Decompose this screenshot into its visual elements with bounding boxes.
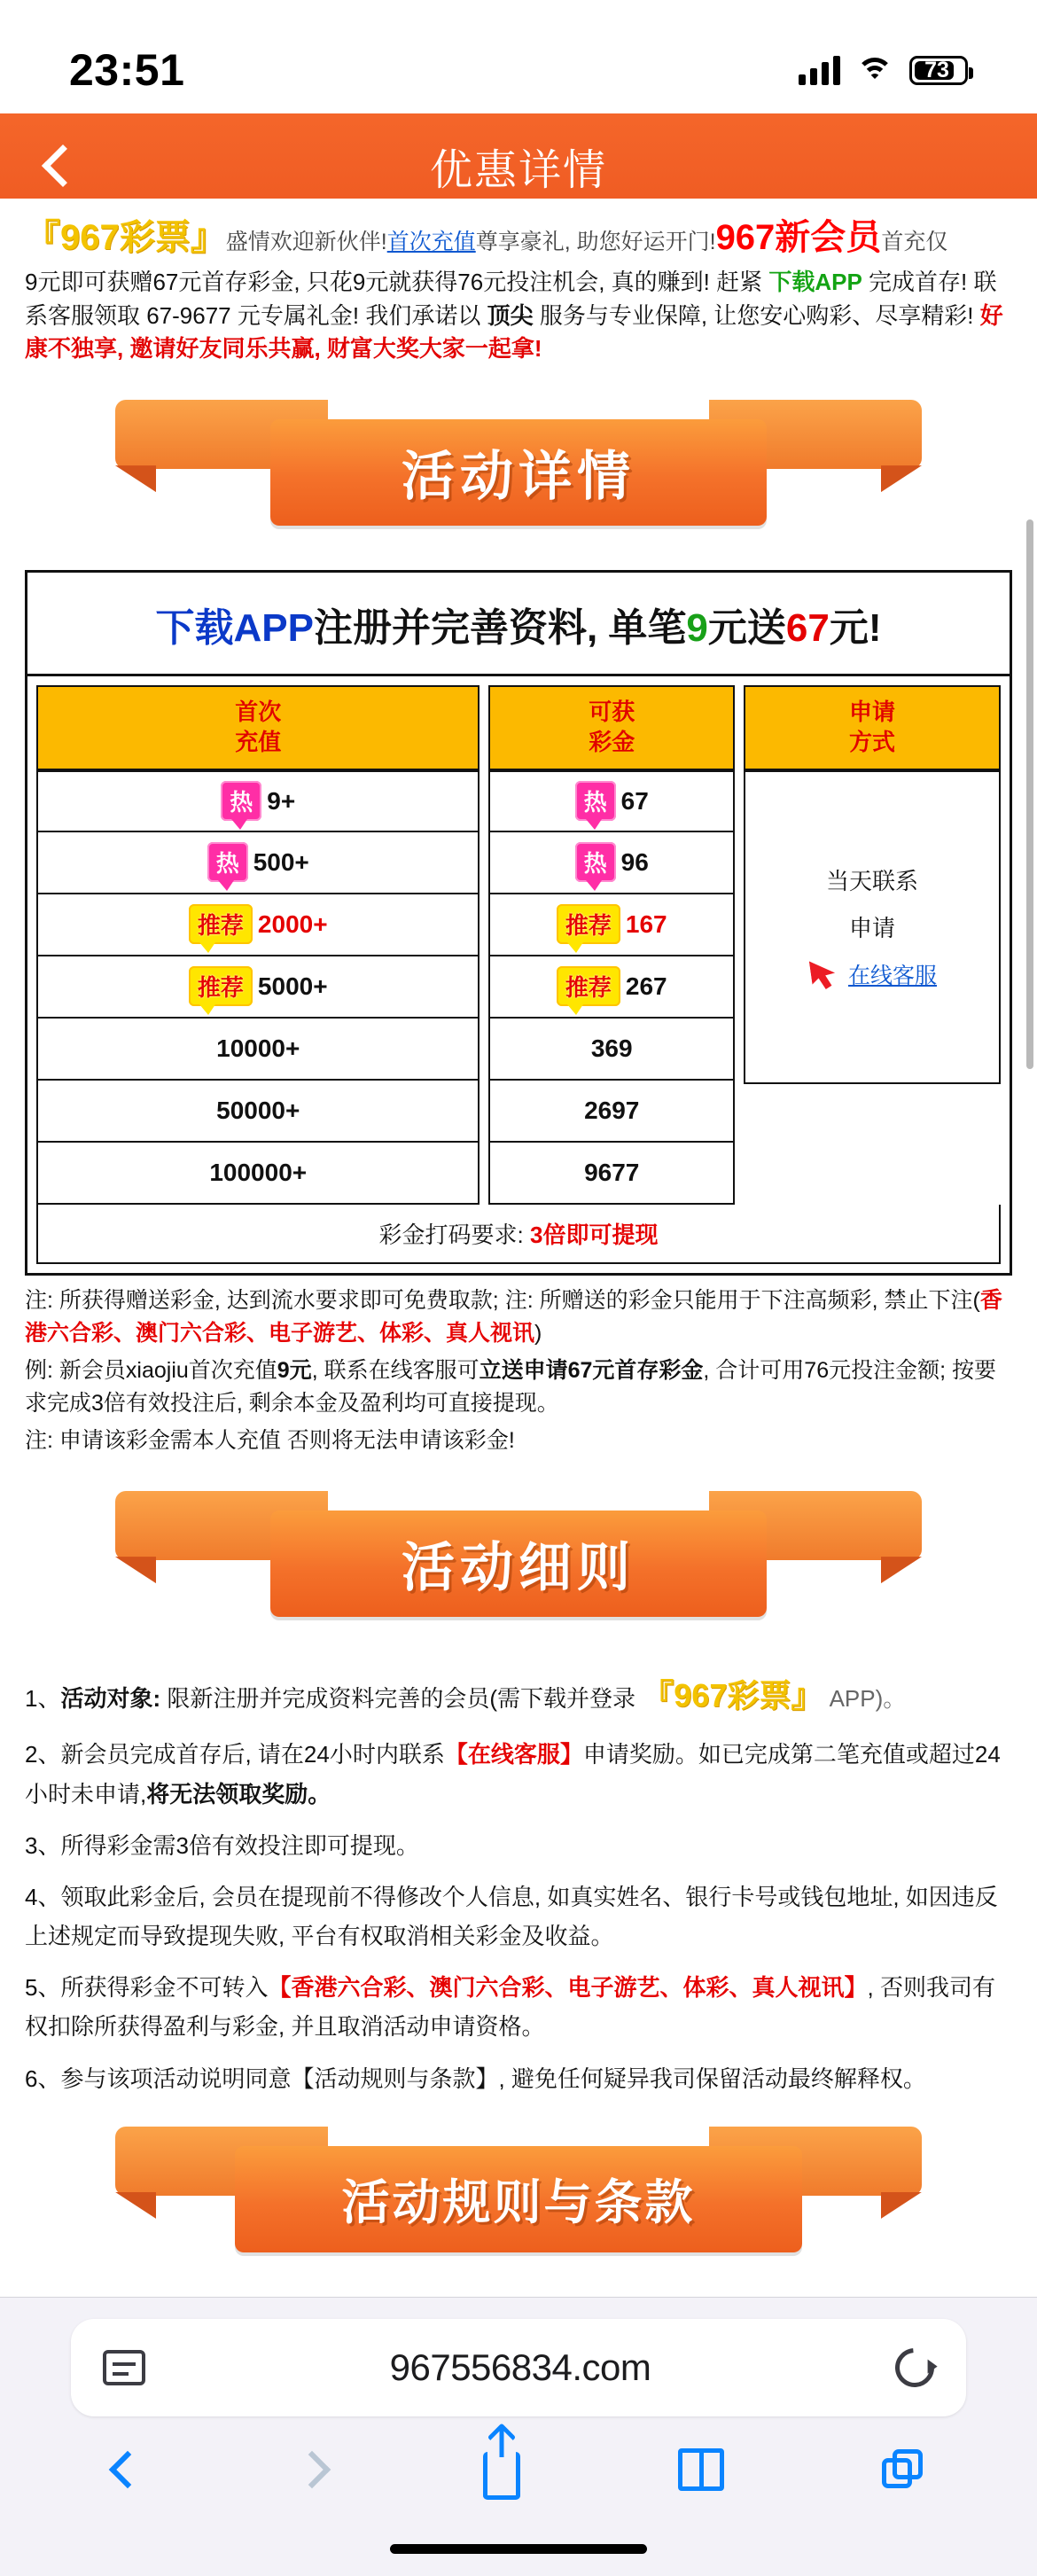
status-bar: [0, 0, 1037, 113]
ribbon-label: 活动规则与条款: [341, 2176, 696, 2230]
promo-headline-red: 67: [785, 606, 830, 651]
banner-welcome: 盛情欢迎新伙伴!: [225, 230, 387, 254]
section-ribbon-terms: [0, 2111, 1037, 2288]
hot-badge: 热: [575, 781, 616, 821]
cell-deposit: 50000+: [216, 1096, 300, 1124]
column-deposit: [36, 685, 480, 1205]
note-2-bold: 立送申请67元首存彩金: [479, 1357, 704, 1383]
cell-deposit: 2000+: [257, 909, 328, 938]
rule-number: 6、: [25, 2065, 61, 2092]
column-header-bonus-line2: 彩金: [589, 728, 635, 755]
wifi-icon: [856, 56, 893, 84]
page-content[interactable]: [0, 218, 1037, 2297]
ribbon-banner: [270, 1510, 767, 1617]
promo-table: [27, 676, 1010, 1205]
address-bar[interactable]: [71, 2319, 966, 2416]
apply-line-2: 申请: [848, 914, 895, 941]
rule-brand: 『967彩票』: [642, 1677, 823, 1714]
promo-headline: [27, 573, 1010, 676]
rule-text: 限新注册并完成资料完善的会员(需下载并登录: [167, 1685, 636, 1713]
reader-view-icon[interactable]: [103, 2350, 145, 2385]
cell-deposit: 500+: [253, 847, 309, 876]
banner-download-app[interactable]: 下载APP: [768, 269, 862, 295]
cell-bonus: 67: [620, 786, 649, 815]
hot-badge: 热: [575, 842, 616, 882]
column-bonus: [488, 685, 735, 1205]
rule-label: 活动对象:: [60, 1685, 161, 1713]
table-row: [488, 956, 735, 1019]
column-header-apply-line1: 申请: [848, 699, 895, 726]
browser-back-icon[interactable]: [114, 2456, 141, 2483]
promo-headline-dark2: 元送: [707, 606, 786, 651]
list-item: [25, 1877, 1012, 1955]
promo-headline-dark3: 元!: [829, 606, 882, 651]
recommended-badge: 推荐: [189, 904, 253, 944]
bookmarks-icon[interactable]: [678, 2448, 724, 2491]
list-item: [25, 1826, 1012, 1865]
table-row: [36, 770, 480, 832]
promo-headline-blue: 下载APP: [155, 606, 314, 651]
rule-number: 1、: [25, 1685, 61, 1713]
cell-deposit: 10000+: [216, 1034, 300, 1062]
recommended-badge: 推荐: [189, 966, 253, 1006]
wager-requirement: [36, 1205, 1001, 1264]
column-apply: [744, 685, 1001, 1205]
tabs-icon[interactable]: [882, 2449, 923, 2490]
list-item: [25, 2059, 1012, 2098]
note-1b-text: 所赠送的彩金只能用于下注高频彩, 禁止下注(: [539, 1287, 980, 1313]
note-1b-head: 注:: [504, 1287, 534, 1313]
cell-bonus: 167: [625, 909, 667, 938]
rule-highlight: 【香港六合彩、澳门六合彩、电子游艺、体彩、真人视讯】: [268, 1974, 868, 2002]
banner-welcome-tail: 尊享豪礼, 助您好运开门!: [475, 230, 716, 254]
banner-body-2: 完成首存! 联系客服领取 67-9677 元专属礼金! 我们承诺以: [25, 269, 997, 329]
section-ribbon-details: [0, 384, 1037, 561]
hot-badge: 热: [221, 781, 261, 821]
rule-text: 所得彩金需3倍有效投注即可提现。: [60, 1831, 419, 1859]
list-item: [25, 1968, 1012, 2046]
rule-highlight[interactable]: 【在线客服】: [444, 1741, 583, 1768]
scrollbar[interactable]: [1026, 519, 1033, 1069]
banner-headline: [25, 215, 1012, 261]
ribbon-label: 活动细则: [402, 1538, 635, 1598]
browser-toolbar: [0, 2416, 1037, 2523]
cell-bonus: 369: [590, 1034, 633, 1062]
recommended-badge: 推荐: [557, 966, 620, 1006]
battery-icon: [909, 56, 968, 85]
rule-text-mid: , 否则我司有权扣除所获得盈利与彩金, 并且取消活动申请资格。: [25, 1974, 995, 2041]
cell-bonus: 9677: [584, 1158, 640, 1186]
first-deposit-link[interactable]: 首次充值: [386, 230, 476, 254]
table-row: [36, 832, 480, 894]
note-2-amount: 9元: [277, 1357, 312, 1383]
table-row: [36, 956, 480, 1019]
banner-body-red: 好康不独享, 邀请好友同乐共赢, 财富大奖大家一起拿!: [25, 301, 1003, 363]
table-row: [36, 1081, 480, 1143]
rule-number: 5、: [25, 1974, 61, 2002]
cell-bonus: 2697: [584, 1096, 640, 1124]
rule-number: 3、: [25, 1831, 61, 1859]
note-3-text: 申请该彩金需本人充值 否则将无法申请该彩金!: [58, 1427, 515, 1453]
ribbon-label: 活动详情: [402, 447, 635, 507]
note-2-d: , 合计可用76元投注金额; 按要求完成3倍有效投注后, 剩余本金及盈利均可直接提现。: [25, 1357, 996, 1417]
note-1-head: 注:: [25, 1287, 53, 1313]
column-header-apply-line2: 方式: [848, 728, 895, 755]
recommended-badge: 推荐: [557, 904, 620, 944]
table-row: [36, 1019, 480, 1081]
cell-deposit: 9+: [267, 786, 296, 815]
battery-percent: 73: [924, 57, 949, 82]
reload-icon[interactable]: [887, 2340, 942, 2395]
cell-bonus: 267: [625, 972, 667, 1000]
rule-text: 所获得彩金不可转入: [60, 1974, 269, 2002]
note-2-a: 新会员xiaojiu首次充值: [58, 1357, 277, 1383]
status-icons: [799, 55, 968, 85]
banner-body-3: 服务与专业保障, 让您安心购彩、尽享精彩!: [539, 301, 974, 329]
promo-headline-dark1: 注册并完善资料, 单笔: [313, 606, 687, 651]
browser-forward-icon: [299, 2456, 325, 2483]
ribbon-banner: [270, 419, 767, 526]
promo-headline-green: 9: [686, 606, 708, 651]
ribbon-banner: [235, 2146, 802, 2252]
table-row: [36, 1143, 480, 1205]
note-line-1: [25, 1284, 1012, 1351]
column-header-bonus: [488, 685, 735, 770]
cell-bonus: 96: [620, 847, 649, 876]
promo-notes: [25, 1284, 1012, 1458]
rule-number: 4、: [25, 1883, 61, 1910]
brand-name-right: 967新会员: [715, 218, 882, 257]
table-row: [488, 770, 735, 832]
note-1-text: 所获得赠送彩金, 达到流水要求即可免费取款;: [58, 1287, 499, 1313]
rule-number: 2、: [25, 1741, 61, 1768]
brand-name-left: 『967彩票』: [25, 218, 226, 257]
table-row: [488, 894, 735, 956]
browser-chrome: [0, 2297, 1037, 2576]
note-2-c: , 联系在线客服可: [311, 1357, 480, 1383]
home-indicator: [0, 2523, 1037, 2576]
wager-label: 彩金打码要求:: [378, 1221, 524, 1248]
list-item: [25, 1735, 1012, 1813]
note-3-head: 注:: [25, 1427, 53, 1453]
table-row: [488, 1019, 735, 1081]
section-ribbon-rules: [0, 1475, 1037, 1652]
rule-text-after: APP)。: [829, 1685, 907, 1713]
rule-text: 领取此彩金后, 会员在提现前不得修改个人信息, 如真实姓名、银行卡号或钱包地址, 如因违反上述规定而导致提现失败, 平台有权取消相关彩金及收益。: [25, 1883, 998, 1950]
table-row: [488, 1081, 735, 1143]
online-customer-service-link[interactable]: [807, 958, 937, 990]
table-row: [488, 832, 735, 894]
promo-banner: [0, 199, 1037, 366]
cursor-arrow-icon: [806, 956, 845, 991]
status-time: 23:51: [69, 45, 185, 95]
note-2-head: 例:: [25, 1357, 53, 1383]
rule-text: 新会员完成首存后, 请在24小时内联系: [60, 1741, 445, 1768]
cell-deposit: 5000+: [257, 972, 328, 1000]
rule-highlight-2: 将无法领取奖励。: [146, 1780, 331, 1807]
cell-deposit: 100000+: [209, 1158, 308, 1186]
promo-table-box: [25, 570, 1012, 1276]
banner-body-bold: 顶尖: [487, 301, 534, 329]
column-header-deposit-line2: 充值: [235, 728, 282, 755]
cellular-bars-icon: [799, 55, 840, 85]
banner-body: [25, 266, 1012, 366]
list-item: [25, 1668, 1012, 1722]
apply-instructions: [744, 770, 1001, 1084]
rules-list: [25, 1668, 1012, 2098]
column-header-deposit-line1: 首次: [235, 699, 282, 726]
note-1b-red: 香港六合彩、澳门六合彩、电子游艺、体彩、真人视讯: [25, 1287, 1002, 1347]
rule-text-mid: 申请奖励。如已完成第二笔充值或超过24小时未申请,: [25, 1741, 1001, 1807]
page-title: 优惠详情: [429, 146, 607, 194]
online-customer-service-label: 在线客服: [847, 963, 937, 988]
column-header-deposit: [36, 685, 480, 770]
apply-line-1: 当天联系: [825, 867, 918, 894]
note-1b-tail: ): [534, 1321, 542, 1347]
share-icon[interactable]: [483, 2439, 520, 2500]
hot-badge: 热: [207, 842, 248, 882]
rule-text: 参与该项活动说明同意【活动规则与条款】, 避免任何疑异我司保留活动最终解释权。: [60, 2065, 926, 2092]
note-line-2: [25, 1354, 1012, 1421]
column-header-bonus-line1: 可获: [589, 699, 635, 726]
table-row: [36, 894, 480, 956]
table-row: [488, 1143, 735, 1205]
banner-first-only: 首充仅: [881, 230, 948, 254]
url-text[interactable]: 967556834.com: [389, 2346, 651, 2388]
wager-value: 3倍即可提现: [530, 1221, 659, 1248]
column-header-apply: [744, 685, 1001, 770]
note-line-3: [25, 1425, 1012, 1458]
banner-body-1: 9元即可获赠67元首存彩金, 只花9元就获得76元投注机会, 真的赚到! 赶紧: [25, 269, 763, 295]
